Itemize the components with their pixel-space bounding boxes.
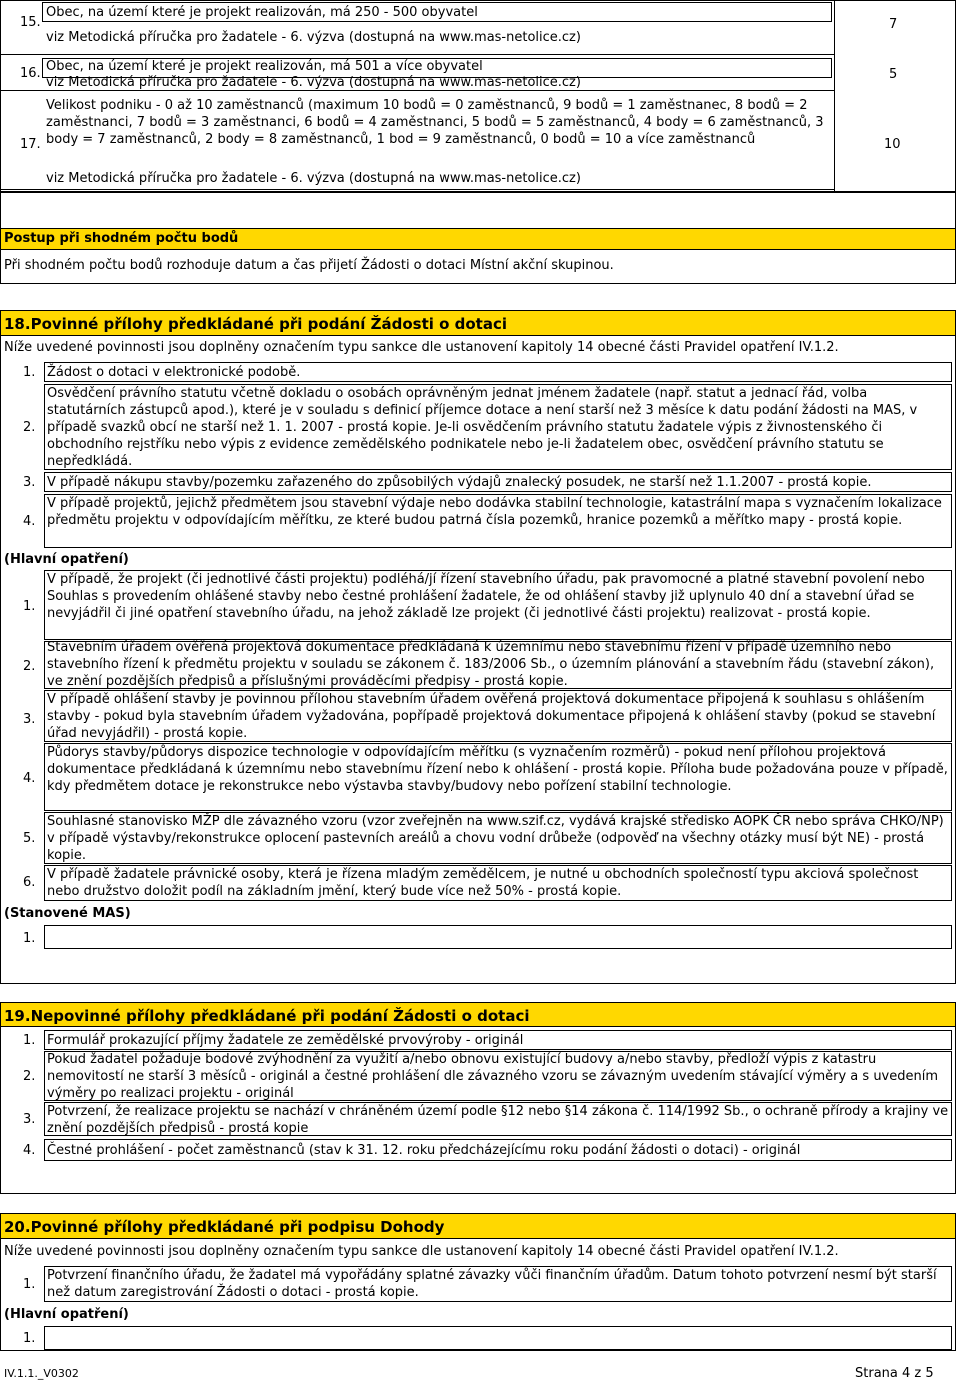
s18-a3-text: V případě nákupu stavby/pozemku zařazeného do způsobilých výdajů znalecký posudek, ne starší než 1.1.2007 - prostá kopie. (47, 475, 872, 490)
row-16-reference: viz Metodická příručka pro žadatele - 6. výzva (dostupná na www.mas-netolice.cz) (46, 75, 581, 90)
s20-b1-number: 1. (23, 1331, 36, 1346)
s19-2-text: Pokud žadatel požaduje bodové zvýhodnění za využití a/nebo obnovu existující budovy a/nebo stavby, předloží výpis z katastru nemovitostí ne starší 3 měsíců - originál a čestné prohlášení dle závazného vzoru se závazným uvedením stávající výměry a s uvedením výměry po realizaci projektu - originál (47, 1052, 939, 1101)
section-18-title: 18.Povinné přílohy předkládané při podání Žádosti o dotaci (4, 315, 508, 333)
section-20-title: 20.Povinné přílohy předkládané při podpisu Dohody (4, 1218, 445, 1236)
row-15-number: 15. (20, 15, 41, 30)
s18-a4-number: 4. (23, 514, 36, 529)
s20-1-text: Potvrzení finančního úřadu, že žadatel má vypořádány splatné závazky vůči finančním úřadům. Datum tohoto potvrzení nesmí být starší než datum zaregistrování Žádosti o dotaci - prostá kopie. (47, 1268, 937, 1300)
s18-b1-text: V případě, že projekt (či jednotlivé části projektu) podléhá/jí řízení stavebního úřadu, pak pravomocné a platné stavební povolení nebo Souhlas s provedením ohlášené stavby nebo čestné prohlášení žadatele, že od ohlášení stavby již uplynulo 40 dní a stavební úřad se nevyjádřil či jiné opatření stavebního úřadu, na jehož základě lze projekt (či jednotlivé části projektu) realizovat - prostá kopie. (47, 572, 925, 621)
s18-a2-number: 2. (23, 420, 36, 435)
s19-4-number: 4. (23, 1143, 36, 1158)
row-17-reference: viz Metodická příručka pro žadatele - 6. výzva (dostupná na www.mas-netolice.cz) (46, 171, 581, 186)
row-15-reference: viz Metodická příručka pro žadatele - 6. výzva (dostupná na www.mas-netolice.cz) (46, 30, 581, 45)
s19-1-number: 1. (23, 1033, 36, 1048)
s18-b4-text: Půdorys stavby/půdorys dispozice technologie v odpovídajícím měřítku (s vyznačením rozměrů) - pokud není přílohou projektová dokumentace předkládaná k územnímu nebo stavebnímu řízení nebo k ohlášení - prostá kopie. Příloha bude požadována pouze v případě, kdy předmětem dotace je rekonstrukce nebo výstavba stavby/budovy nebo pořízení stabilní technologie. (47, 745, 948, 794)
row-17-criterion: Velikost podniku - 0 až 10 zaměstnanců (maximum 10 bodů = 0 zaměstnanců, 9 bodů = 1 zaměstnanec, 8 bodů = 2 zaměstnanci, 7 bodů = 3 zaměstnanci, 6 bodů = 4 zaměstnanci, 5 bodů = 5 zaměstnanců, 4 body = 6 zaměstnanců, 3 body = 7 zaměstnanců, 2 body = 8 zaměstnanců, 1 bod = 9 zaměstnanců, 0 bodů = 10 a více zaměstnanců (46, 98, 824, 147)
row-16-number: 16. (20, 66, 41, 81)
s18-b2-number: 2. (23, 659, 36, 674)
s18-a3-number: 3. (23, 475, 36, 490)
tie-title: Postup při shodném počtu bodů (4, 231, 239, 246)
s18-hlavni-label: (Hlavní opatření) (4, 552, 129, 567)
s20-1-number: 1. (23, 1277, 36, 1292)
s19-3-number: 3. (23, 1112, 36, 1127)
s19-1-text: Formulář prokazující příjmy žadatele ze zemědělské prvovýroby - originál (47, 1033, 524, 1048)
s18-b3-text: V případě ohlášení stavby je povinnou přílohou stavebním úřadem ověřená projektová dokumentace připojená k souhlasu s ohlášením stavby - pokud byla stavebním úřadem vyžadována, popřípadě projektová dokumentace připojená k ohlášení stavby (pokud se stavební úřad nevyjádřil) - prostá kopie. (47, 692, 936, 741)
s18-c1-number: 1. (23, 931, 36, 946)
footer-code: IV.1.1._V0302 (4, 1367, 79, 1380)
section-19-title: 19.Nepovinné přílohy předkládané při podání Žádosti o dotaci (4, 1007, 530, 1025)
s18-a1-number: 1. (23, 365, 36, 380)
s18-a1-text: Žádost o dotaci v elektronické podobě. (47, 365, 301, 380)
s18-b5-number: 5. (23, 831, 36, 846)
s18-b6-number: 6. (23, 875, 36, 890)
row-16-criterion: Obec, na území které je projekt realizován, má 501 a více obyvatel (46, 59, 483, 74)
section-20-intro: Níže uvedené povinnosti jsou doplněny označením typu sankce dle ustanovení kapitoly 14 obecné části Pravidel opatření IV.1.2. (4, 1244, 839, 1259)
row-17-points: 10 (884, 137, 901, 152)
row-15-criterion: Obec, na území které je projekt realizován, má 250 - 500 obyvatel (46, 5, 478, 20)
s18-b1-number: 1. (23, 599, 36, 614)
row-16-points: 5 (889, 67, 898, 82)
s18-mas-label: (Stanovené MAS) (4, 906, 131, 921)
s18-b3-number: 3. (23, 712, 36, 727)
section-18-intro: Níže uvedené povinnosti jsou doplněny označením typu sankce dle ustanovení kapitoly 14 obecné části Pravidel opatření IV.1.2. (4, 340, 839, 355)
s18-b5-text: Souhlasné stanovisko MŽP dle závazného vzoru (vzor zveřejněn na www.szif.cz, vydává krajské středisko AOPK ČR nebo správa CHKO/NP) v případě výstavby/rekonstrukce oplocení pastevních areálů a chovu vodní drůbeže (odpověď na všechny otázky musí být NE) - prostá kopie. (47, 814, 944, 863)
s18-b2-text: Stavebním úřadem ověřená projektová dokumentace předkládaná k územnímu nebo stavebnímu řízení v případě územního nebo stavebního řízení k předmětu projektu v souladu se zákonem č. 183/2006 Sb., o územním plánování a stavebním řádu (stavební zákon), ve znění pozdějších předpisů a příslušnými prováděcími předpisy - prostá kopie. (47, 640, 935, 689)
s19-3-text: Potvrzení, že realizace projektu se nachází v chráněném území podle §12 nebo §14 zákona č. 114/1992 Sb., o ochraně přírody a krajiny ve znění pozdějších předpisů - prostá kopie (47, 1104, 949, 1136)
s18-b4-number: 4. (23, 771, 36, 786)
s19-4-text: Čestné prohlášení - počet zaměstnanců (stav k 31. 12. roku předcházejícímu roku podání žádosti o dotaci) - originál (47, 1143, 801, 1158)
s18-a4-text: V případě projektů, jejichž předmětem jsou stavební výdaje nebo dodávka stabilní technologie, katastrální mapa s vyznačením lokalizace předmětu projektu v odpovídajícím měřítku, ze které budou patrná čísla pozemků, hranice pozemků a měřítko mapy - prostá kopie. (47, 496, 942, 528)
s18-b6-text: V případě žadatele právnické osoby, která je řízena mladým zemědělcem, je nutné u obchodních společností typu akciová společnost nebo družstvo doložit podíl na základním jmění, který bude více než 50% - prostá kopie. (47, 867, 919, 899)
footer-page-number: Strana 4 z 5 (855, 1366, 934, 1381)
s20-hlavni-label: (Hlavní opatření) (4, 1307, 129, 1322)
row-17-number: 17. (20, 137, 41, 152)
tie-text: Při shodném počtu bodů rozhoduje datum a čas přijetí Žádosti o dotaci Místní akční skupinou. (4, 258, 614, 273)
s18-a2-text: Osvědčení právního statutu včetně dokladu o osobách oprávněným jednat jménem žadatele (např. statut a jednací řád, volba statutárních zástupců apod.), které je v souladu s definicí příjemce dotace a není starší než 3 měsíce k datu podání žádosti na MAS, v případě svazků obcí ne starší než 1. 1. 2007 - prostá kopie. Je-li osvědčením právního statutu žadatele výpis z živnostenského či obchodního rejstříku nebo výpis z evidence zemědělského podnikatele nebo je-li žadatelem obec, osvědčení právního statutu se nepředkládá. (47, 386, 918, 469)
s19-2-number: 2. (23, 1069, 36, 1084)
row-15-points: 7 (889, 17, 898, 32)
